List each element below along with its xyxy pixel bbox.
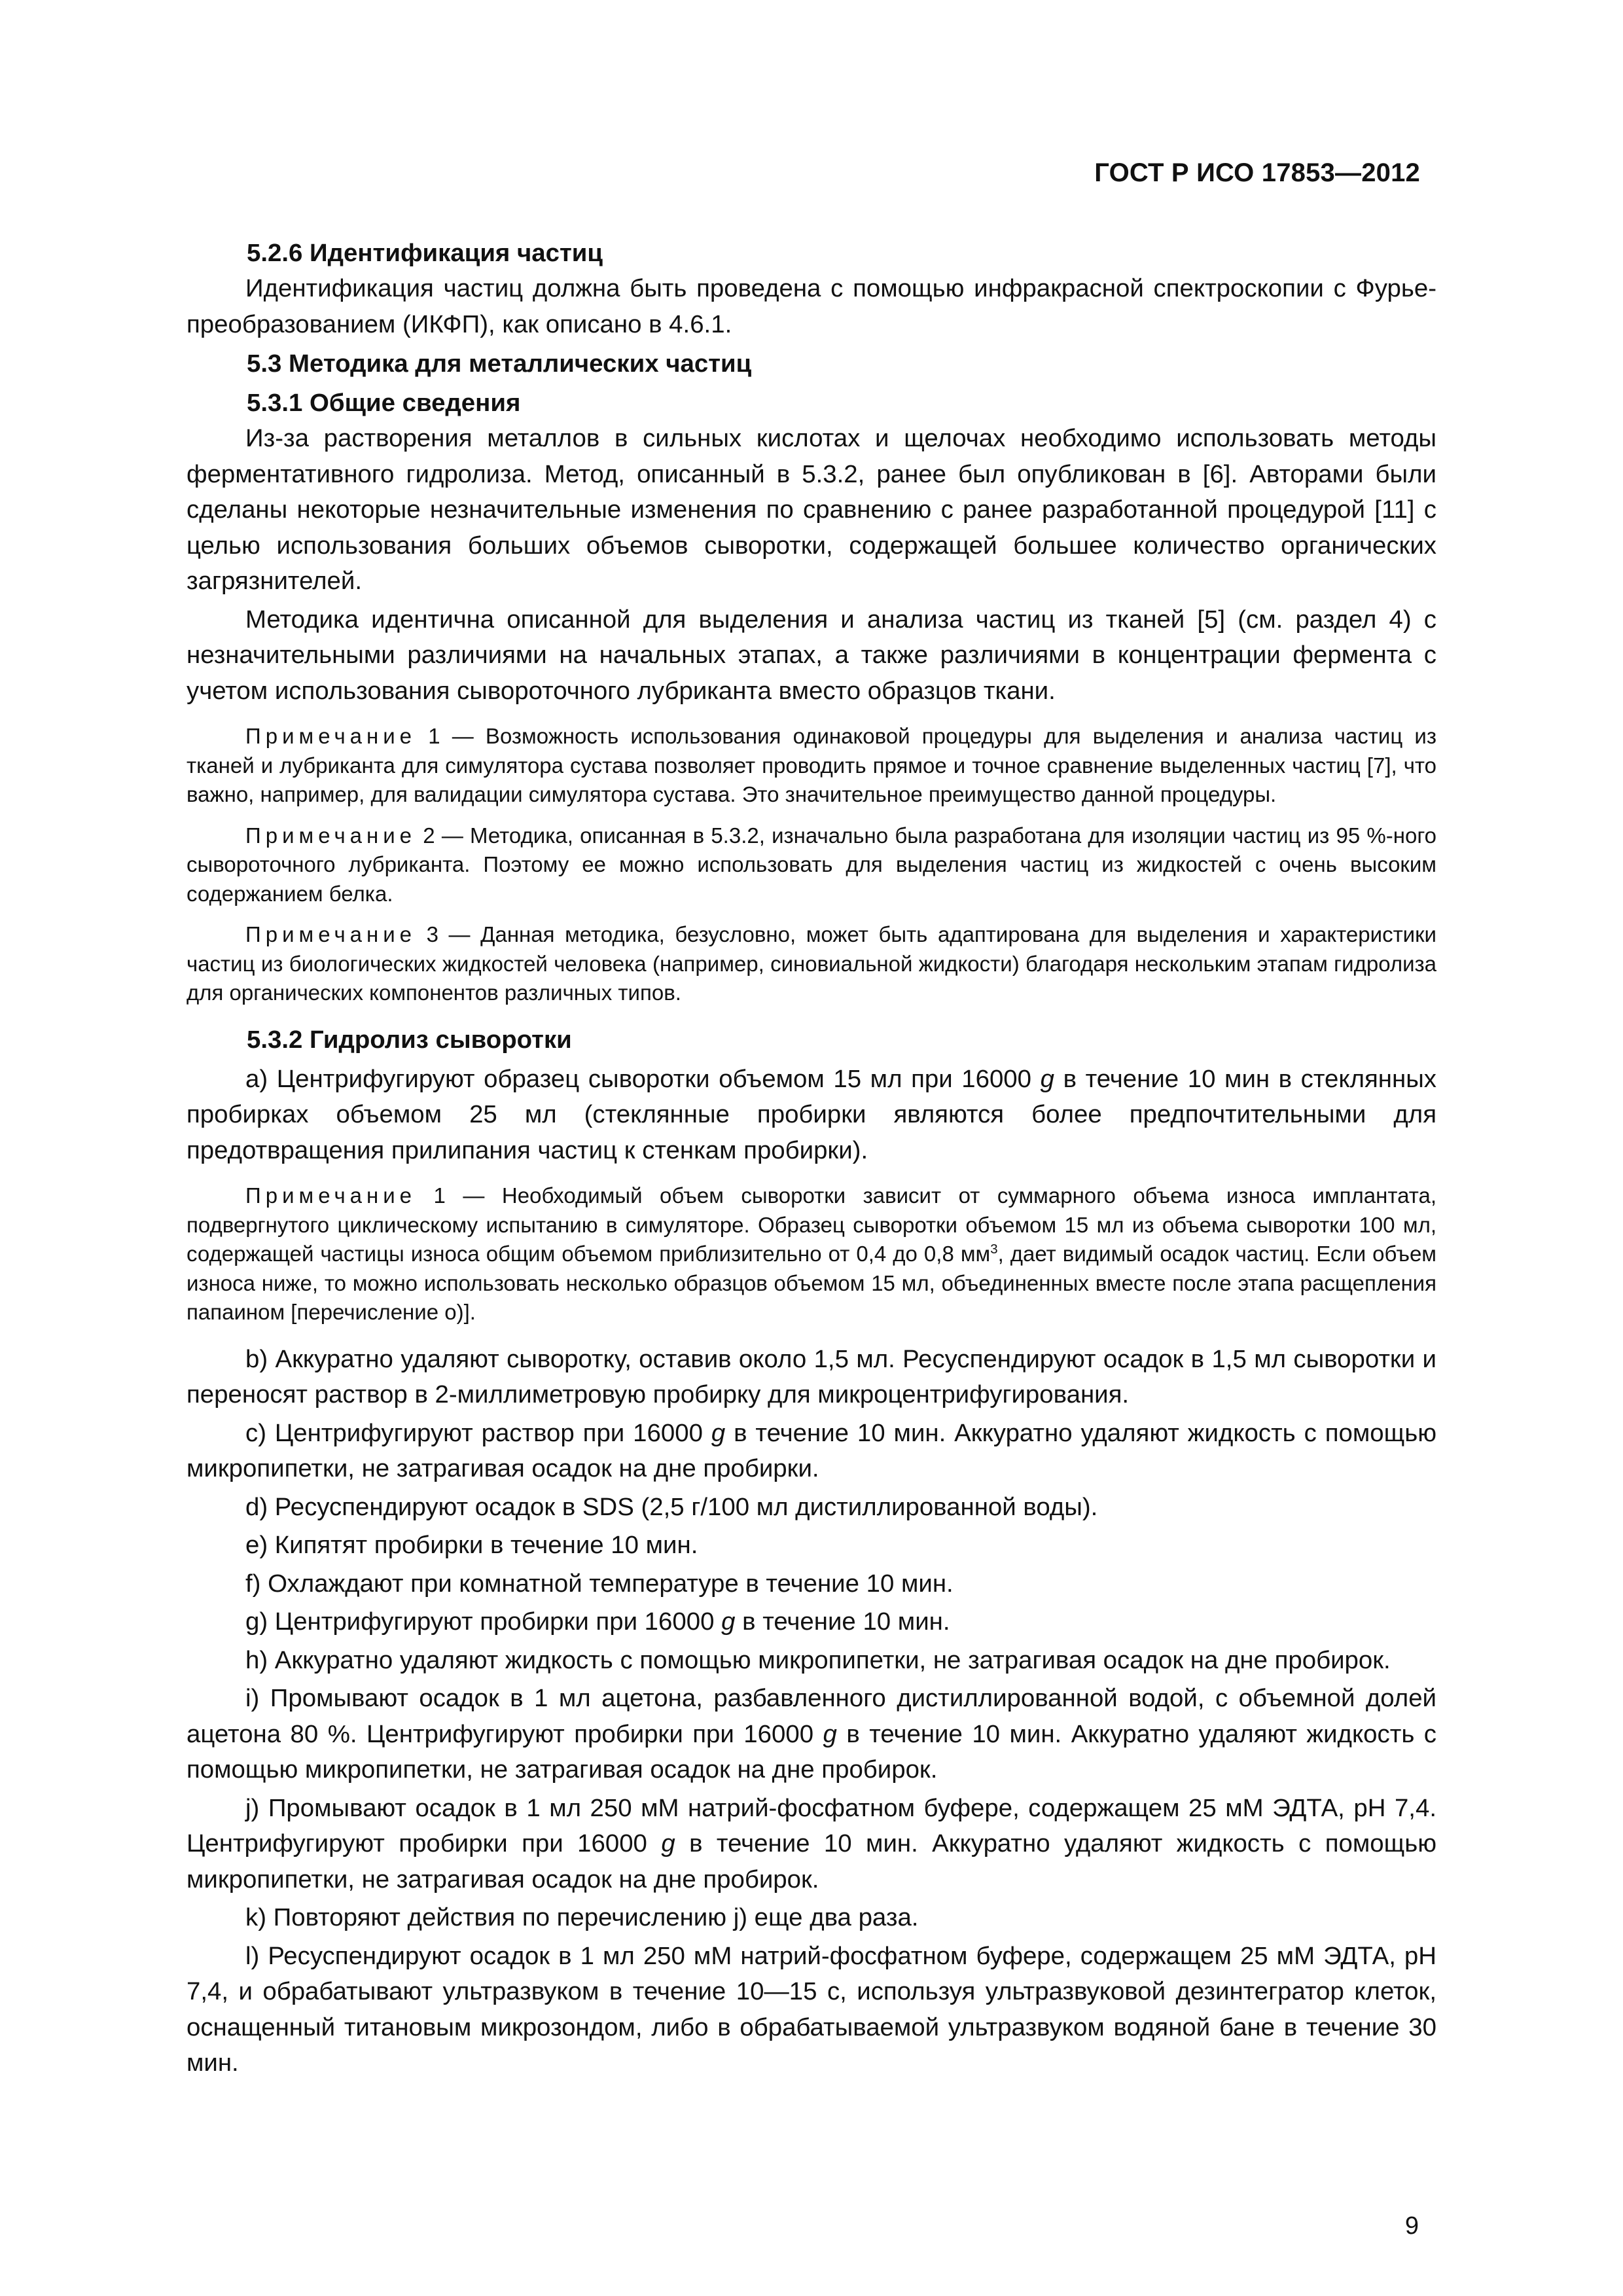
- gravity-symbol: g: [711, 1418, 726, 1447]
- note-a-1: [187, 1181, 1436, 1327]
- list-item-c: [187, 1416, 1436, 1487]
- list-item-j-text-2: в течение 10 мин. Аккуратно удаляют жидкость с помощью микропипетки, не затрагивая осадок на дне пробирок.: [187, 1829, 1436, 1893]
- list-item-l: l) Ресуспендируют осадок в 1 мл 250 мМ натрий-фосфатном буфере, содержащем 25 мМ ЭДТА, pH 7,4, и обрабатывают ультразвуком в течение 10—15 с, используя ультразвуковой дезинтегратор клеток, оснащенный титановым микрозондом, либо в обрабатываемой ультразвуком водяной бане в течение 30 мин.: [187, 1941, 1436, 2077]
- page-number: 9: [1404, 2212, 1419, 2240]
- list-item-c-text-1: c) Центрифугируют раствор при 16000: [245, 1418, 711, 1447]
- note-label: Примечание: [245, 823, 417, 848]
- list-item-e: e) Кипятят пробирки в течение 10 мин.: [245, 1531, 698, 1559]
- document-header: ГОСТ Р ИСО 17853—2012: [1094, 158, 1420, 187]
- document-body: [187, 236, 1436, 2081]
- note-2: [187, 821, 1436, 909]
- section-5-3-heading: 5.3 Методика для металлических частиц: [247, 350, 752, 378]
- list-item-i-text-1: i) Промывают осадок в 1 мл ацетона, разбавленного дистиллированной водой, с объемной долей ацетона 80 %. Центрифугируют пробирки при 16000: [187, 1684, 1436, 1748]
- gravity-symbol: g: [721, 1607, 736, 1636]
- list-item-d: d) Ресуспендируют осадок в SDS (2,5 г/100 мл дистиллированной воды).: [245, 1492, 1098, 1521]
- section-5-3-1-heading: 5.3.1 Общие сведения: [247, 389, 521, 417]
- section-5-3-2-heading: 5.3.2 Гидролиз сыворотки: [247, 1025, 572, 1054]
- list-item-g: [187, 1604, 1436, 1640]
- section-5-3-1-paragraph-1: Из-за растворения металлов в сильных кислотах и щелочах необходимо использовать методы ферментативного гидролиза. Метод, описанный в 5.3.2, ранее был опубликован в [6]. Авторами были сделаны некоторые незначительные изменения по сравнению с ранее разработанной процедурой [11] с целью использования больших объемов сыворотки, содержащей большее количество органических загрязнителей.: [187, 424, 1436, 595]
- section-5-2-6-heading: 5.2.6 Идентификация частиц: [247, 239, 603, 267]
- gravity-symbol: g: [823, 1719, 837, 1748]
- gravity-symbol: g: [661, 1829, 675, 1857]
- list-item-b: b) Аккуратно удаляют сыворотку, оставив около 1,5 мл. Ресуспендируют осадок в 1,5 мл сыворотки и переносят раствор в 2-миллиметровую пробирку для микроцентрифугирования.: [187, 1344, 1436, 1408]
- superscript-3: 3: [990, 1242, 998, 1257]
- list-item-a: [187, 1062, 1436, 1169]
- section-5-3-1-paragraph-2: Методика идентична описанной для выделения и анализа частиц из тканей [5] (см. раздел 4) с незначительными различиями на начальных этапах, а также различиями в концентрации фермента с учетом использования сывороточного лубриканта вместо образцов ткани.: [187, 605, 1436, 705]
- list-item-a-text-1: a) Центрифугируют образец сыворотки объемом 15 мл при 16000: [245, 1064, 1041, 1093]
- note-1: [187, 722, 1436, 810]
- note-label: Примечание: [245, 724, 417, 748]
- note-3-text: 3 — Данная методика, безусловно, может быть адаптирована для выделения и характеристики частиц из биологических жидкостей человека (например, синовиальной жидкости) благодаря нескольким этапам гидролиза для органических компонентов различных типов.: [187, 922, 1436, 1005]
- list-item-i: [187, 1681, 1436, 1788]
- list-item-c-text-2: в течение 10 мин. Аккуратно удаляют жидкость с помощью микропипетки, не затрагивая осадок на дне пробирки.: [187, 1418, 1436, 1482]
- list-item-j: [187, 1791, 1436, 1898]
- note-3: [187, 920, 1436, 1008]
- list-item-g-text-1: g) Центрифугируют пробирки при 16000: [245, 1607, 722, 1636]
- list-item-f: f) Охлаждают при комнатной температуре в течение 10 мин.: [245, 1569, 954, 1598]
- note-1-text: 1 — Возможность использования одинаковой процедуры для выделения и анализа частиц из тканей и лубриканта для симулятора сустава позволяет проводить прямое и точное сравнение выделенных частиц [7], что важно, например, для валидации симулятора сустава. Это значительное преимущество данной процедуры.: [187, 724, 1436, 806]
- gravity-symbol: g: [1040, 1064, 1054, 1093]
- note-label: Примечание: [245, 1183, 417, 1208]
- list-item-g-text-2: в течение 10 мин.: [735, 1607, 950, 1636]
- list-item-k: k) Повторяют действия по перечислению j) еще два раза.: [245, 1903, 919, 1931]
- list-item-j-text-1: j) Промывают осадок в 1 мл 250 мМ натрий-фосфатном буфере, содержащем 25 мМ ЭДТА, pH 7,4. Центрифугируют пробирки при 16000: [187, 1793, 1436, 1857]
- section-5-2-6-paragraph: Идентификация частиц должна быть проведена с помощью инфракрасной спектроскопии с Фурье-преобразованием (ИКФП), как описано в 4.6.1.: [187, 274, 1436, 338]
- list-item-h: h) Аккуратно удаляют жидкость с помощью микропипетки, не затрагивая осадок на дне пробирок.: [245, 1645, 1391, 1674]
- note-2-text: 2 — Методика, описанная в 5.3.2, изначально была разработана для изоляции частиц из 95 %-ного сывороточного лубриканта. Поэтому ее можно использовать для выделения частиц из жидкостей с очень высоким содержанием белка.: [187, 823, 1436, 906]
- note-a-1-text-2: , дает видимый осадок частиц. Если объем износа ниже, то можно использовать несколько образцов объемом 15 мл, объединенных вместе после этапа расщепления папаином [перечисление о)].: [187, 1242, 1436, 1324]
- list-item-a-text-2: в течение 10 мин в стеклянных пробирках объемом 25 мл (стеклянные пробирки являются более предпочтительными для предотвращения прилипания частиц к стенкам пробирки).: [187, 1064, 1436, 1164]
- list-item-i-text-2: в течение 10 мин. Аккуратно удаляют жидкость с помощью микропипетки, не затрагивая осадок на дне пробирок.: [187, 1719, 1436, 1784]
- note-a-1-text-1: 1 — Необходимый объем сыворотки зависит от суммарного объема износа имплантата, подвергнутого циклическому испытанию в симуляторе. Образец сыворотки объемом 15 мл из объема сыворотки 100 мл, содержащей частицы износа общим объемом приблизительно от 0,4 до 0,8 мм: [187, 1183, 1436, 1266]
- note-label: Примечание: [245, 922, 417, 946]
